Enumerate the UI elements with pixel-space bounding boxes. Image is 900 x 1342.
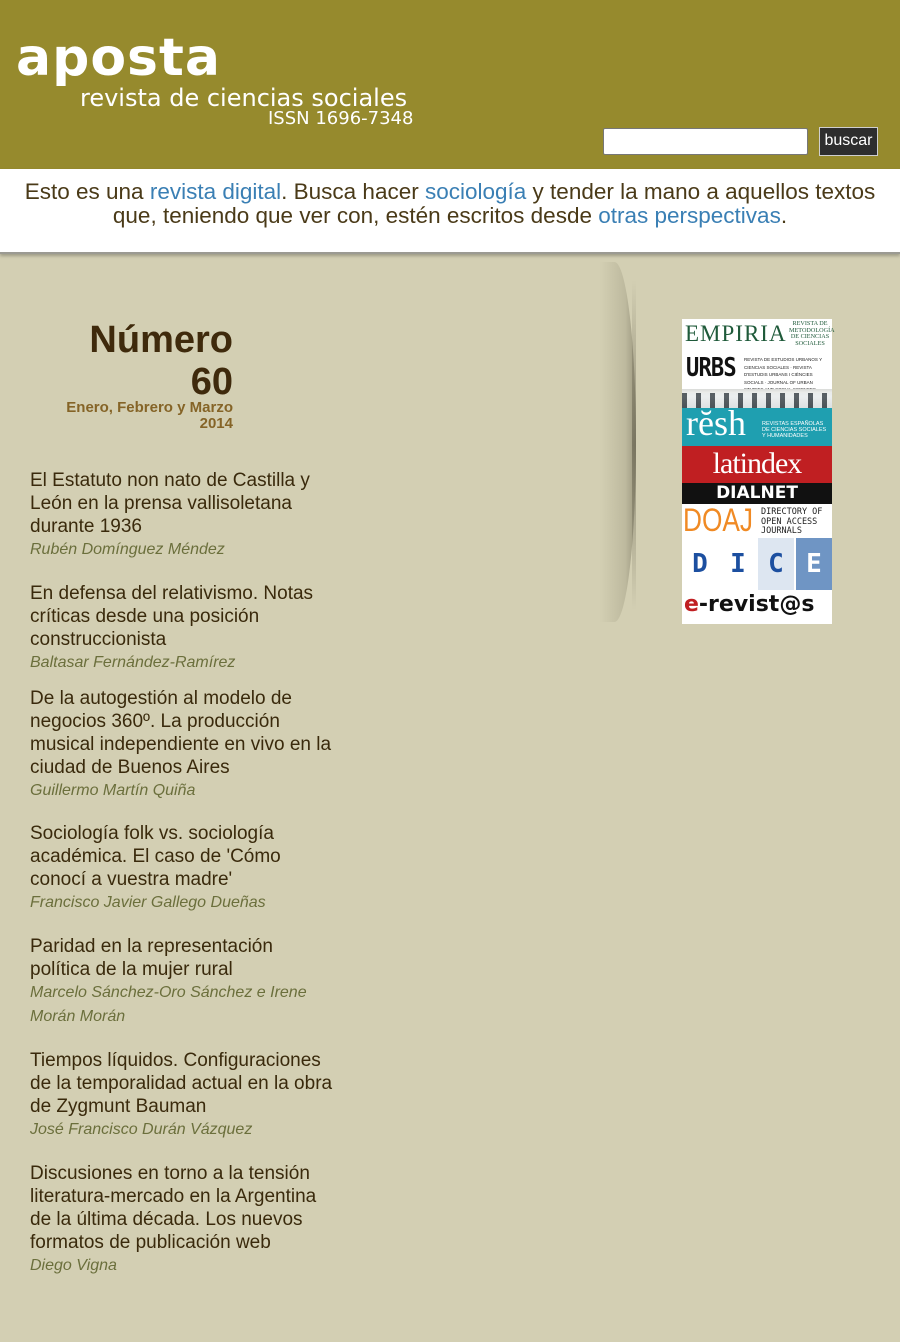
article-author: Diego Vigna bbox=[30, 1257, 117, 1274]
e-revistas-logo-e: e bbox=[684, 592, 699, 617]
article-author: Marcelo Sánchez-Oro Sánchez e Irene Morán Morán bbox=[30, 984, 307, 1025]
empiria-logo-text: EMPIRIA bbox=[685, 321, 787, 346]
article-author: Guillermo Martín Quiña bbox=[30, 782, 196, 799]
article-author: Baltasar Fernández-Ramírez bbox=[30, 654, 236, 671]
urbs-logo-text: URBS bbox=[686, 353, 736, 383]
site-subtitle: revista de ciencias sociales bbox=[80, 84, 408, 112]
search-input[interactable] bbox=[603, 128, 808, 155]
dice-cell bbox=[682, 538, 718, 590]
search-button[interactable]: buscar bbox=[819, 127, 878, 156]
column-divider-shadow bbox=[600, 262, 636, 622]
article-title-link[interactable]: En defensa del relativismo. Notas críticas desde una posición construccionista bbox=[30, 583, 314, 650]
tagline-text: . bbox=[780, 203, 788, 228]
doaj-logo-subtext: DIRECTORY OF OPEN ACCESS JOURNALS bbox=[761, 507, 823, 536]
latindex-logo-text: latindex bbox=[712, 447, 802, 480]
article-title-link[interactable]: Sociología folk vs. sociología académica. El caso de 'Cómo conocí a vuestra madre' bbox=[30, 823, 281, 890]
article-item bbox=[30, 687, 342, 803]
site-logo[interactable]: aposta bbox=[16, 28, 221, 88]
e-revistas-logo-text bbox=[684, 592, 814, 617]
article-title-link[interactable]: Tiempos líquidos. Configuraciones de la temporalidad actual en la obra de Zygmunt Bauman bbox=[30, 1050, 333, 1117]
dice-letter: D bbox=[692, 549, 708, 579]
column-divider bbox=[632, 280, 636, 610]
article-author: Rubén Domínguez Méndez bbox=[30, 541, 225, 558]
article-title-link[interactable]: De la autogestión al modelo de negocios 360º. La producción musical independiente en vivo en la ciudad de Buenos Aires bbox=[30, 688, 332, 778]
dice-letter: I bbox=[730, 549, 746, 579]
resh-logo[interactable] bbox=[682, 403, 832, 446]
urbs-logo-subtext: REVISTA DE ESTUDIOS URBANOS Y CIENCIAS SOCIALES · REVISTA D'ESTUDIS URBANS I CIÈNCIES SOCIALS · JOURNAL OF URBAN bbox=[744, 357, 823, 385]
doaj-logo[interactable] bbox=[682, 504, 832, 538]
issn-label: ISSN 1696-7348 bbox=[268, 108, 414, 129]
issue-year: 2014 bbox=[199, 415, 233, 432]
dice-letter: E bbox=[806, 549, 822, 579]
issue-label: Número bbox=[89, 319, 233, 361]
indexing-logos bbox=[682, 319, 835, 624]
article-author: Francisco Javier Gallego Dueñas bbox=[30, 894, 266, 911]
resh-logo-text: rĕsh bbox=[686, 403, 746, 443]
article-title-link[interactable]: El Estatuto non nato de Castilla y León en la prensa vallisoletana durante 1936 bbox=[30, 470, 310, 537]
dialnet-logo[interactable] bbox=[682, 483, 832, 504]
issue-months: Enero, Febrero y Marzo bbox=[66, 399, 233, 416]
dialnet-logo-text: DIALNET bbox=[716, 483, 798, 503]
article-item bbox=[30, 582, 340, 675]
empiria-logo[interactable] bbox=[682, 319, 835, 351]
urbs-logo[interactable] bbox=[682, 351, 832, 389]
empiria-logo-subtext: REVISTA DE METODOLOGÍA DE CIENCIAS SOCIALES bbox=[789, 320, 835, 347]
dice-letter: C bbox=[768, 549, 784, 579]
article-author: José Francisco Durán Vázquez bbox=[30, 1121, 253, 1138]
article-item bbox=[30, 822, 340, 915]
article-item bbox=[30, 469, 340, 562]
doaj-logo-text: DOAJ bbox=[683, 502, 753, 538]
e-revistas-logo-rest: -revist@s bbox=[698, 592, 815, 617]
latindex-logo[interactable] bbox=[682, 446, 832, 483]
dice-logo[interactable] bbox=[682, 538, 832, 590]
tagline-text: Esto es una bbox=[24, 179, 150, 204]
issue-number: 60 bbox=[190, 361, 233, 403]
tagline-text: y tender la mano a aquellos textos que, teniendo que ver con, estén escritos desde bbox=[112, 179, 876, 228]
tagline bbox=[10, 180, 890, 228]
tagline-text: . Busca hacer bbox=[281, 179, 425, 204]
article-item bbox=[30, 1049, 340, 1142]
article-item bbox=[30, 1162, 340, 1278]
dice-cell bbox=[758, 538, 794, 590]
tagline-link-revista-digital[interactable]: revista digital bbox=[149, 179, 282, 204]
e-revistas-logo[interactable] bbox=[682, 590, 832, 624]
tagline-link-sociologia[interactable]: sociología bbox=[424, 179, 527, 204]
article-title-link[interactable]: Paridad en la representación política de la mujer rural bbox=[30, 936, 273, 980]
site-header bbox=[0, 0, 900, 169]
resh-logo-subtext: REVISTAS ESPAÑOLAS DE CIENCIAS SOCIALES Y HUMANIDADES bbox=[762, 421, 827, 439]
dice-cell bbox=[720, 538, 756, 590]
tagline-link-otras-perspectivas[interactable]: otras perspectivas bbox=[598, 203, 781, 228]
article-title-link[interactable]: Discusiones en torno a la tensión literatura-mercado en la Argentina de la última década. Los nuevos formatos de publicación web bbox=[30, 1163, 317, 1253]
article-item bbox=[30, 935, 315, 1029]
dice-cell bbox=[796, 538, 832, 590]
